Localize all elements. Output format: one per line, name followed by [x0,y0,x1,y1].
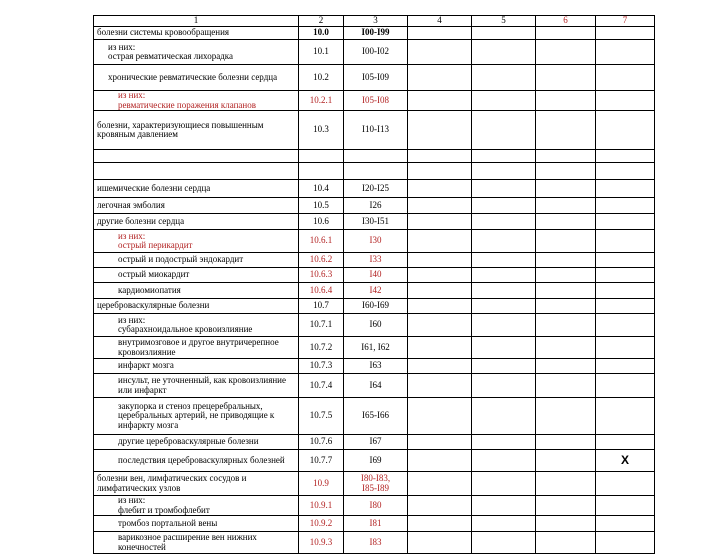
table-row [94,111,655,150]
value-cell-col-7 [596,111,655,150]
value-cell-col-5 [472,472,536,496]
value-cell-col-4 [408,374,472,398]
disease-name-cell: ишемические болезни сердца [94,180,299,198]
table-row [94,268,655,283]
icd-code-cell: I40 [344,268,408,283]
row-number-cell: 10.7.2 [299,337,344,359]
value-cell-col-5 [472,435,536,450]
table-row [94,450,655,472]
row-number-cell: 10.6 [299,214,344,230]
value-cell-col-7 [596,359,655,374]
icd-code-cell: I05-I09 [344,65,408,91]
icd-code-cell: I10-I13 [344,111,408,150]
value-cell-col-6 [536,163,596,180]
disease-name-cell: болезни системы кровообращения [94,27,299,40]
col-header-2: 2 [299,16,344,27]
table-row [94,472,655,496]
icd-code-cell: I42 [344,283,408,299]
value-cell-col-4 [408,398,472,435]
header-row [94,16,655,27]
table-row [94,398,655,435]
value-cell-col-6 [536,40,596,65]
value-cell-col-4 [408,435,472,450]
disease-name-cell: варикозное расширение вен нижних конечностей [94,532,299,554]
row-number-cell: 10.6.1 [299,230,344,253]
table-row [94,435,655,450]
col-header-6: 6 [536,16,596,27]
row-number-cell: 10.7.3 [299,359,344,374]
value-cell-col-4 [408,253,472,268]
value-cell-col-7 [596,230,655,253]
value-cell-col-7 [596,180,655,198]
table-row [94,198,655,214]
row-number-cell: 10.2 [299,65,344,91]
value-cell-col-4 [408,111,472,150]
value-cell-col-5 [472,40,536,65]
value-cell-col-4 [408,450,472,472]
table-row [94,496,655,516]
value-cell-col-7 [596,91,655,111]
icd-code-cell: I26 [344,198,408,214]
value-cell-col-6 [536,496,596,516]
disease-name-cell: внутримозговое и другое внутричерепное кровоизлияние [94,337,299,359]
row-number-cell [299,150,344,163]
table-row [94,27,655,40]
value-cell-col-4 [408,40,472,65]
value-cell-col-7 [596,163,655,180]
value-cell-col-4 [408,359,472,374]
icd-code-cell: I00-I02 [344,40,408,65]
value-cell-col-7 [596,40,655,65]
value-cell-col-4 [408,283,472,299]
row-number-cell: 10.7.6 [299,435,344,450]
value-cell-col-7 [596,472,655,496]
disease-name-cell: цереброваскулярные болезни [94,299,299,314]
value-cell-col-5 [472,299,536,314]
value-cell-col-4 [408,516,472,532]
table-row [94,230,655,253]
disease-name-cell: хронические ревматические болезни сердца [94,65,299,91]
value-cell-col-7 [596,65,655,91]
disease-name-cell: из них: субарахноидальное кровоизлияние [94,314,299,337]
value-cell-col-5 [472,214,536,230]
value-cell-col-6 [536,516,596,532]
row-number-cell: 10.6.3 [299,268,344,283]
disease-name-cell: другие цереброваскулярные болезни [94,435,299,450]
row-number-cell: 10.9.1 [299,496,344,516]
icd-code-cell: I80-I83, I85-I89 [344,472,408,496]
row-number-cell: 10.2.1 [299,91,344,111]
icd-code-cell: I05-I08 [344,91,408,111]
disease-name-cell: из них: флебит и тромбофлебит [94,496,299,516]
icd-code-cell [344,150,408,163]
value-cell-col-7 [596,283,655,299]
value-cell-col-5 [472,230,536,253]
row-number-cell: 10.4 [299,180,344,198]
value-cell-col-4 [408,150,472,163]
value-cell-col-6 [536,450,596,472]
row-number-cell: 10.6.4 [299,283,344,299]
value-cell-col-6 [536,268,596,283]
table-row [94,374,655,398]
disease-name-cell: кардиомиопатия [94,283,299,299]
value-cell-col-4 [408,472,472,496]
value-cell-col-4 [408,91,472,111]
disease-name-cell: легочная эмболия [94,198,299,214]
value-cell-col-4 [408,214,472,230]
disease-name-cell: инсульт, не уточненный, как кровоизлияние или инфаркт [94,374,299,398]
icd-code-cell: I60 [344,314,408,337]
value-cell-col-4 [408,163,472,180]
disease-table [93,15,655,554]
value-cell-col-5 [472,359,536,374]
icd-code-cell [344,163,408,180]
value-cell-col-4 [408,496,472,516]
disease-name-cell: болезни, характеризующиеся повышенным кровяным давлением [94,111,299,150]
value-cell-col-6 [536,532,596,554]
value-cell-col-6 [536,111,596,150]
col-header-7: 7 [596,16,655,27]
row-number-cell [299,163,344,180]
value-cell-col-6 [536,472,596,496]
value-cell-col-6 [536,150,596,163]
value-cell-col-5 [472,516,536,532]
col-header-5: 5 [472,16,536,27]
value-cell-col-7 [596,198,655,214]
table-row [94,359,655,374]
icd-code-cell: I80 [344,496,408,516]
value-cell-col-7 [596,435,655,450]
icd-code-cell: I81 [344,516,408,532]
row-number-cell: 10.7.1 [299,314,344,337]
value-cell-col-5 [472,268,536,283]
value-cell-col-5 [472,314,536,337]
col-header-4: 4 [408,16,472,27]
value-cell-col-4 [408,268,472,283]
table-row [94,299,655,314]
value-cell-col-5 [472,532,536,554]
value-cell-col-6 [536,435,596,450]
value-cell-col-5 [472,150,536,163]
value-cell-col-4 [408,65,472,91]
value-cell-col-7 [596,314,655,337]
value-cell-col-5 [472,253,536,268]
row-number-cell: 10.6.2 [299,253,344,268]
value-cell-col-6 [536,299,596,314]
value-cell-col-7 [596,496,655,516]
table-row [94,65,655,91]
value-cell-col-6 [536,253,596,268]
value-cell-col-6 [536,374,596,398]
value-cell-col-7 [596,398,655,435]
value-cell-col-7 [596,150,655,163]
value-cell-col-6 [536,214,596,230]
row-number-cell: 10.7 [299,299,344,314]
value-cell-col-7 [596,299,655,314]
table-row [94,163,655,180]
value-cell-col-7 [596,532,655,554]
value-cell-col-7 [596,253,655,268]
value-cell-col-5 [472,283,536,299]
value-cell-col-6 [536,65,596,91]
value-cell-col-7 [596,268,655,283]
table-row [94,283,655,299]
value-cell-col-7: X [596,450,655,472]
icd-code-cell: I67 [344,435,408,450]
icd-code-cell: I33 [344,253,408,268]
value-cell-col-4 [408,314,472,337]
row-number-cell: 10.0 [299,27,344,40]
value-cell-col-5 [472,198,536,214]
row-number-cell: 10.5 [299,198,344,214]
value-cell-col-6 [536,314,596,337]
value-cell-col-4 [408,230,472,253]
value-cell-col-6 [536,198,596,214]
row-number-cell: 10.9.2 [299,516,344,532]
row-number-cell: 10.9 [299,472,344,496]
value-cell-col-5 [472,450,536,472]
value-cell-col-5 [472,398,536,435]
row-number-cell: 10.9.3 [299,532,344,554]
value-cell-col-7 [596,214,655,230]
disease-name-cell: из них: ревматические поражения клапанов [94,91,299,111]
value-cell-col-4 [408,337,472,359]
row-number-cell: 10.7.4 [299,374,344,398]
disease-name-cell: острый и подострый эндокардит [94,253,299,268]
value-cell-col-6 [536,398,596,435]
value-cell-col-6 [536,230,596,253]
value-cell-col-4 [408,198,472,214]
value-cell-col-7 [596,516,655,532]
table-row [94,91,655,111]
value-cell-col-7 [596,27,655,40]
value-cell-col-6 [536,180,596,198]
disease-name-cell: болезни вен, лимфатических сосудов и лимфатических узлов [94,472,299,496]
value-cell-col-7 [596,374,655,398]
value-cell-col-5 [472,496,536,516]
value-cell-col-4 [408,532,472,554]
table-row [94,532,655,554]
table-row [94,314,655,337]
table-row [94,40,655,65]
value-cell-col-4 [408,299,472,314]
value-cell-col-4 [408,27,472,40]
table-row [94,150,655,163]
table-row [94,253,655,268]
disease-name-cell: инфаркт мозга [94,359,299,374]
icd-code-cell: I30-I51 [344,214,408,230]
icd-code-cell: I61, I62 [344,337,408,359]
disease-name-cell: последствия цереброваскулярных болезней [94,450,299,472]
icd-code-cell: I69 [344,450,408,472]
value-cell-col-5 [472,91,536,111]
value-cell-col-4 [408,180,472,198]
table-row [94,180,655,198]
disease-name-cell [94,163,299,180]
disease-name-cell: другие болезни сердца [94,214,299,230]
table-row [94,337,655,359]
value-cell-col-5 [472,337,536,359]
icd-code-cell: I83 [344,532,408,554]
value-cell-col-5 [472,27,536,40]
icd-code-cell: I64 [344,374,408,398]
table-row [94,516,655,532]
value-cell-col-6 [536,337,596,359]
row-number-cell: 10.7.5 [299,398,344,435]
value-cell-col-6 [536,359,596,374]
disease-name-cell: из них: острый перикардит [94,230,299,253]
icd-code-cell: I65-I66 [344,398,408,435]
value-cell-col-6 [536,91,596,111]
value-cell-col-5 [472,65,536,91]
disease-name-cell: тромбоз портальной вены [94,516,299,532]
table-row [94,214,655,230]
icd-code-cell: I00-I99 [344,27,408,40]
value-cell-col-5 [472,374,536,398]
icd-code-cell: I20-I25 [344,180,408,198]
value-cell-col-7 [596,337,655,359]
row-number-cell: 10.7.7 [299,450,344,472]
icd-code-cell: I30 [344,230,408,253]
value-cell-col-6 [536,27,596,40]
col-header-1: 1 [94,16,299,27]
disease-name-cell: острый миокардит [94,268,299,283]
disease-name-cell [94,150,299,163]
value-cell-col-5 [472,163,536,180]
col-header-3: 3 [344,16,408,27]
value-cell-col-5 [472,180,536,198]
row-number-cell: 10.3 [299,111,344,150]
disease-name-cell: из них: острая ревматическая лихорадка [94,40,299,65]
icd-code-cell: I63 [344,359,408,374]
value-cell-col-6 [536,283,596,299]
row-number-cell: 10.1 [299,40,344,65]
disease-name-cell: закупорка и стеноз прецеребральных, церебральных артерий, не приводящие к инфаркту мозга [94,398,299,435]
icd-code-cell: I60-I69 [344,299,408,314]
value-cell-col-5 [472,111,536,150]
